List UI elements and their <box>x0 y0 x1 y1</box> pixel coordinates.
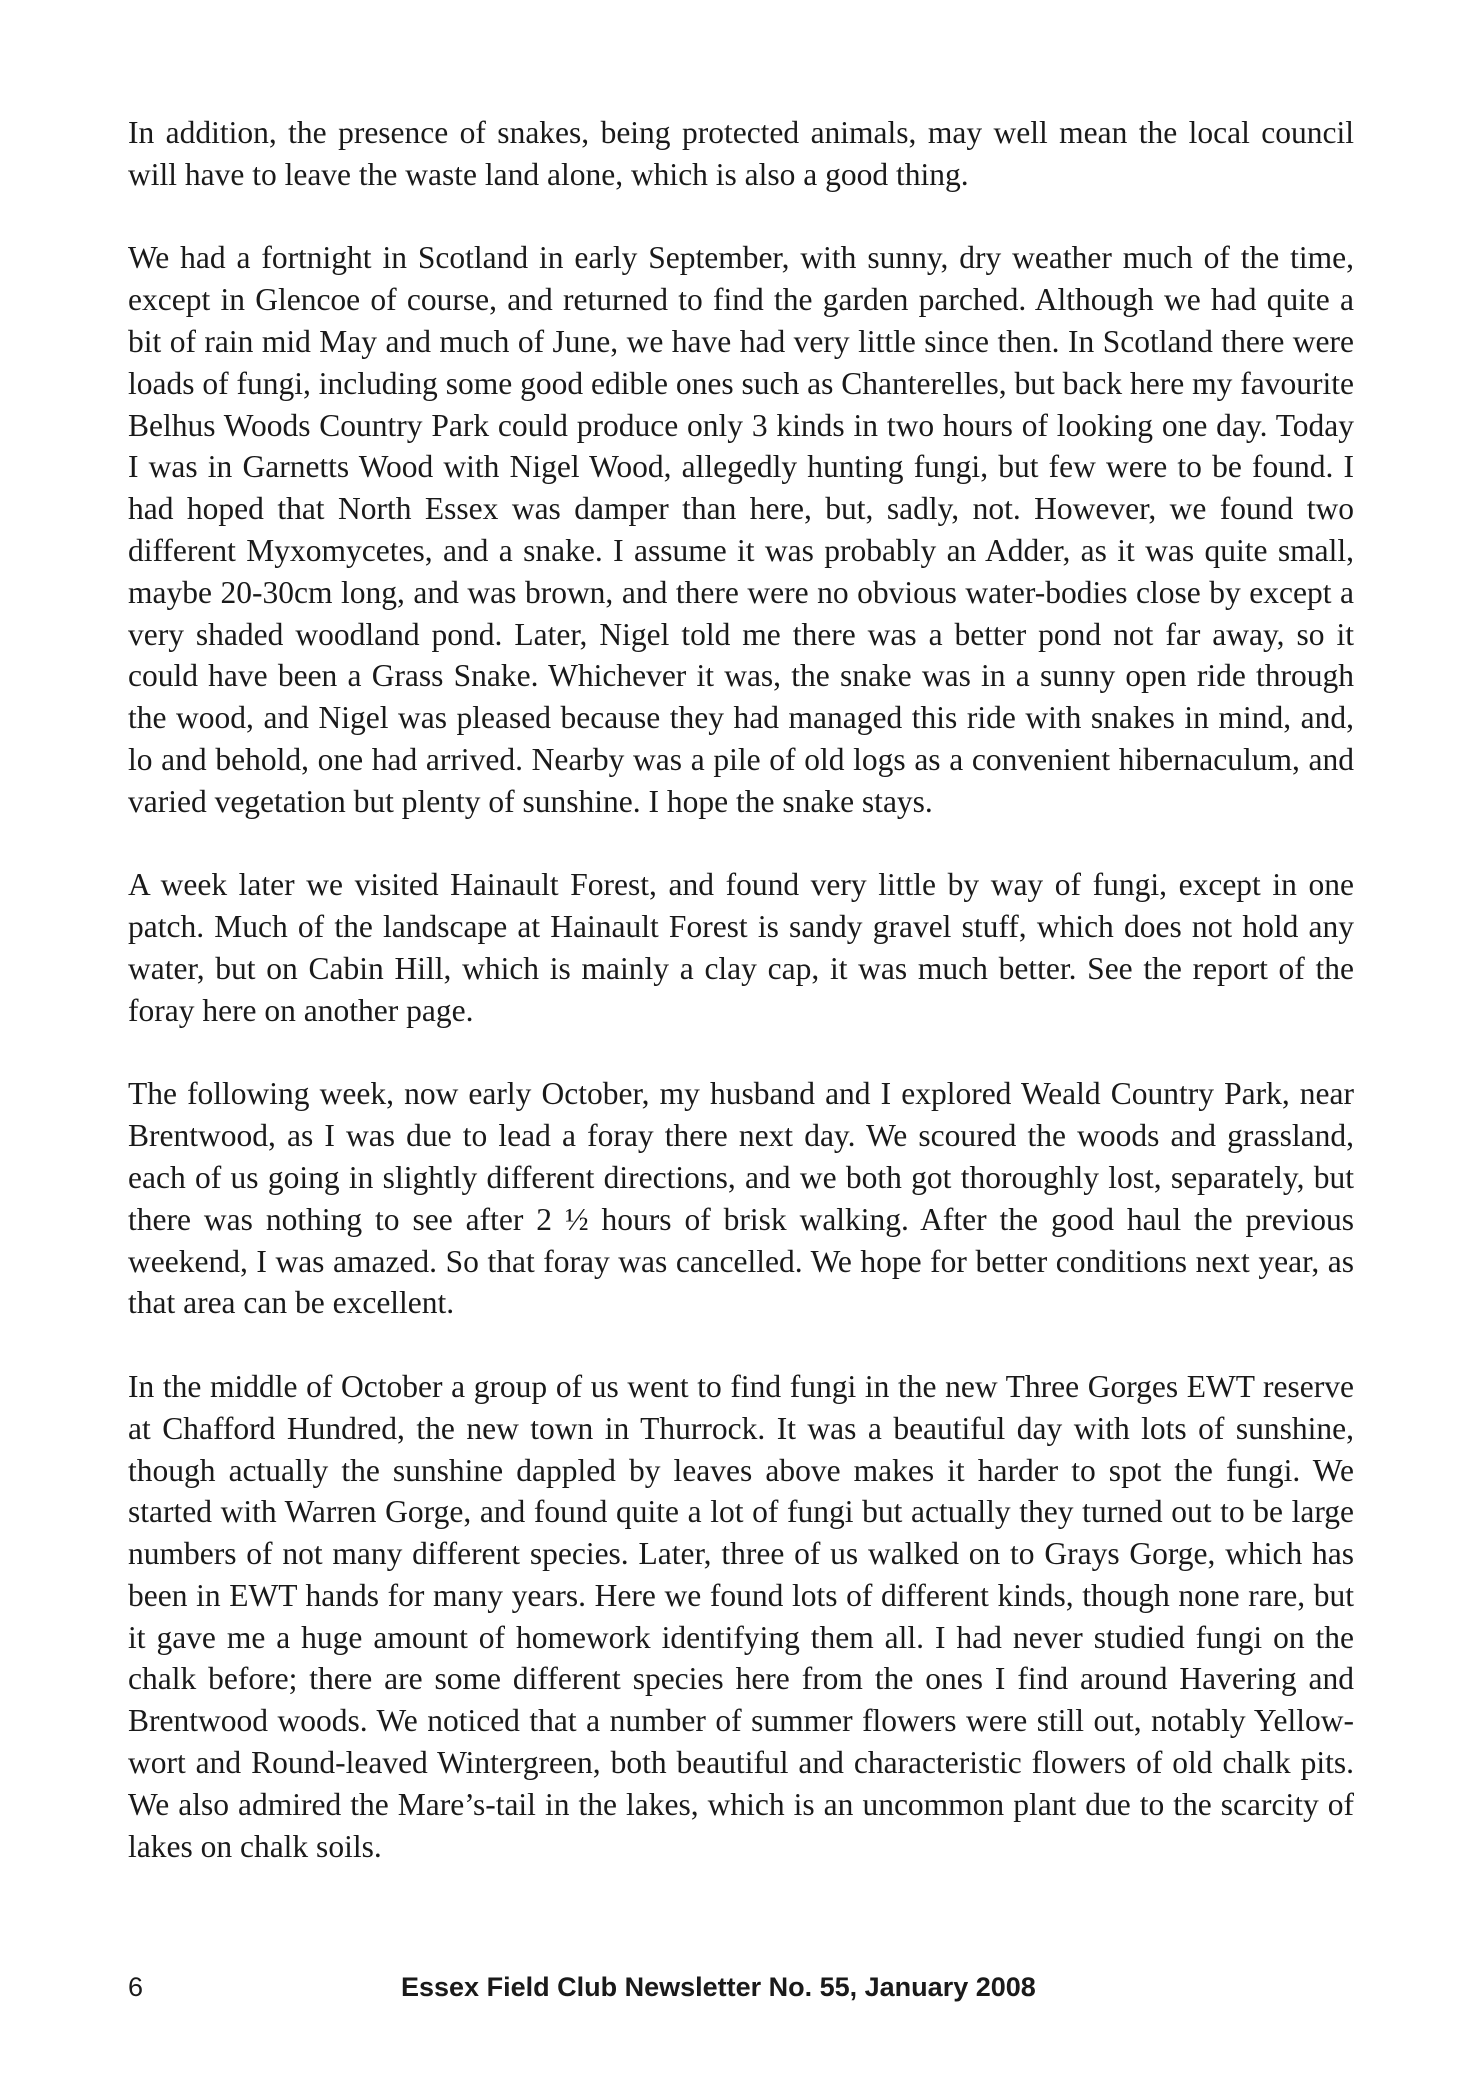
page-footer <box>128 1972 1354 2012</box>
paragraph: The following week, now early October, my husband and I explored Weald Country Park, near Brentwood, as I was due to lead a foray there next day. We scoured the woods and grassland, each of us going in slightly different directions, and we both got thoroughly lost, separately, but there was nothing to see after 2 ½ hours of brisk walking. After the good haul the previous weekend, I was amazed. So that foray was cancelled. We hope for better conditions next year, as that area can be excellent. <box>128 1076 1354 1321</box>
page-number: 6 <box>128 1972 144 2002</box>
paragraph: A week later we visited Hainault Forest, and found very little by way of fungi, except in one patch. Much of the landscape at Hainault Forest is sandy gravel stuff, which does not hold any water, but on Cabin Hill, which is mainly a clay cap, it was much better. See the report of the foray here on another page. <box>128 867 1354 1028</box>
running-title: Essex Field Club Newsletter No. 55, January 2008 <box>401 1972 1036 2002</box>
paragraph: In addition, the presence of snakes, being protected animals, may well mean the local council will have to leave the waste land alone, which is also a good thing. <box>128 115 1354 192</box>
article-body <box>128 112 1354 1867</box>
paragraph: In the middle of October a group of us went to find fungi in the new Three Gorges EWT reserve at Chafford Hundred, the new town in Thurrock. It was a beautiful day with lots of sunshine, though actually the sunshine dappled by leaves above makes it harder to spot the fungi. We started with Warren Gorge, and found quite a lot of fungi but actually they turned out to be large numbers of not many different species. Later, three of us walked on to Grays Gorge, which has been in EWT hands for many years. Here we found lots of different kinds, though none rare, but it gave me a huge amount of homework identifying them all. I had never studied fungi on the chalk before; there are some different species here from the ones I find around Havering and Brentwood woods. We noticed that a number of summer flowers were still out, notably Yellow-wort and Round-leaved Wintergreen, both beautiful and characteristic flowers of old chalk pits. We also admired the Mare’s-tail in the lakes, which is an uncommon plant due to the scarcity of lakes on chalk soils. <box>128 1368 1354 1864</box>
paragraph: We had a fortnight in Scotland in early September, with sunny, dry weather much of the time, except in Glencoe of course, and returned to find the garden parched. Although we had quite a bit of rain mid May and much of June, we have had very little since then. In Scotland there were loads of fungi, including some good edible ones such as Chanterelles, but back here my favourite Belhus Woods Country Park could produce only 3 kinds in two hours of looking one day. Today I was in Garnetts Wood with Nigel Wood, allegedly hunting fungi, but few were to be found. I had hoped that North Essex was damper than here, but, sadly, not. However, we found two different Myxomycetes, and a snake. I assume it was probably an Adder, as it was quite small, maybe 20-30cm long, and was brown, and there were no obvious water-bodies close by except a very shaded woodland pond. Later, Nigel told me there was a better pond not far away, so it could have been a Grass Snake. Whichever it was, the snake was in a sunny open ride through the wood, and Nigel was pleased because they had managed this ride with snakes in mind, and, lo and behold, one had arrived. Nearby was a pile of old logs as a convenient hibernaculum, and varied vegetation but plenty of sunshine. I hope the snake stays. <box>128 240 1354 819</box>
